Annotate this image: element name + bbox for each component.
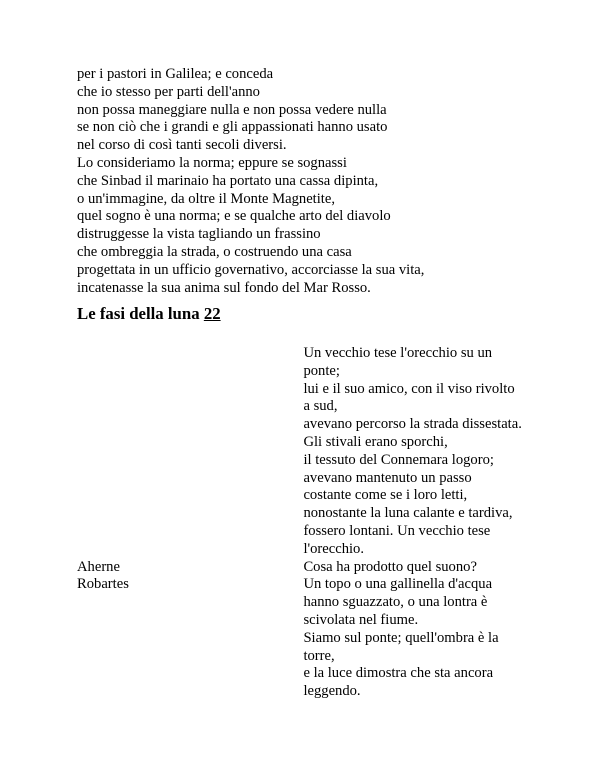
speech-line: scivolata nel fiume.: [303, 611, 419, 628]
poem-line: distruggesse la vista tagliando un frassino: [77, 226, 321, 243]
footnote-link[interactable]: 22: [203, 304, 221, 323]
speech-line: l'orecchio.: [303, 540, 365, 557]
poem-line: o un'immagine, da oltre il Monte Magnetite,: [77, 190, 335, 207]
speech-line: leggendo.: [303, 683, 361, 700]
speech-line: fossero lontani. Un vecchio tese: [303, 522, 491, 539]
speech-line: ponte;: [303, 362, 340, 379]
speech-text: [303, 559, 537, 577]
speaker-name: [77, 345, 303, 559]
poem-line: che ombreggia la strada, o costruendo una casa: [77, 243, 352, 260]
speech-line: a sud,: [303, 398, 338, 415]
poem-stanza: [77, 66, 537, 297]
poem-line: incatenasse la sua anima sul fondo del Mar Rosso.: [77, 279, 371, 296]
speech-line: nonostante la luna calante e tardiva,: [303, 505, 513, 522]
speech-line: Gli stivali erano sporchi,: [303, 433, 448, 450]
speech-text: [303, 345, 537, 559]
section-title: Le fasi della luna: [77, 304, 200, 323]
dialogue-row: [77, 345, 537, 559]
speech-line: lui e il suo amico, con il viso rivolto: [303, 380, 515, 397]
speech-line: Siamo sul ponte; quell'ombra è la: [303, 629, 499, 646]
speech-line: hanno sguazzato, o una lontra è: [303, 594, 488, 611]
speech-line: torre,: [303, 647, 335, 664]
poem-line: quel sogno è una norma; e se qualche arto del diavolo: [77, 208, 391, 225]
poem-line: progettata in un ufficio governativo, accorciasse la sua vita,: [77, 261, 425, 278]
speech-line: il tessuto del Connemara logoro;: [303, 451, 494, 468]
poem-line: che io stesso per parti dell'anno: [77, 83, 260, 100]
speaker-name: Robartes: [77, 576, 129, 593]
poem-line: per i pastori in Galilea; e conceda: [77, 66, 274, 82]
dialogue-row: [77, 576, 537, 701]
speech-line: e la luce dimostra che sta ancora: [303, 665, 494, 682]
speech-line: avevano mantenuto un passo: [303, 469, 472, 486]
speech-line: Un vecchio tese l'orecchio su un: [303, 345, 493, 361]
speech-line: Un topo o una gallinella d'acqua: [303, 576, 493, 593]
speaker-name: Aherne: [77, 558, 120, 575]
section-heading: [77, 304, 221, 324]
poem-line: se non ciò che i grandi e gli appassionati hanno usato: [77, 119, 388, 136]
poem-line: Lo consideriamo la norma; eppure se sognassi: [77, 154, 347, 171]
poem-line: nel corso di così tanti secoli diversi.: [77, 137, 287, 154]
poem-line: che Sinbad il marinaio ha portato una cassa dipinta,: [77, 172, 379, 189]
dialogue-table: [77, 345, 537, 701]
speech-text: [303, 576, 537, 701]
speech-line: costante come se i loro letti,: [303, 487, 468, 504]
speech-line: Cosa ha prodotto quel suono?: [303, 558, 477, 575]
poem-line: non possa maneggiare nulla e non possa vedere nulla: [77, 101, 387, 118]
speech-line: avevano percorso la strada dissestata.: [303, 416, 522, 433]
dialogue-row: [77, 559, 537, 577]
